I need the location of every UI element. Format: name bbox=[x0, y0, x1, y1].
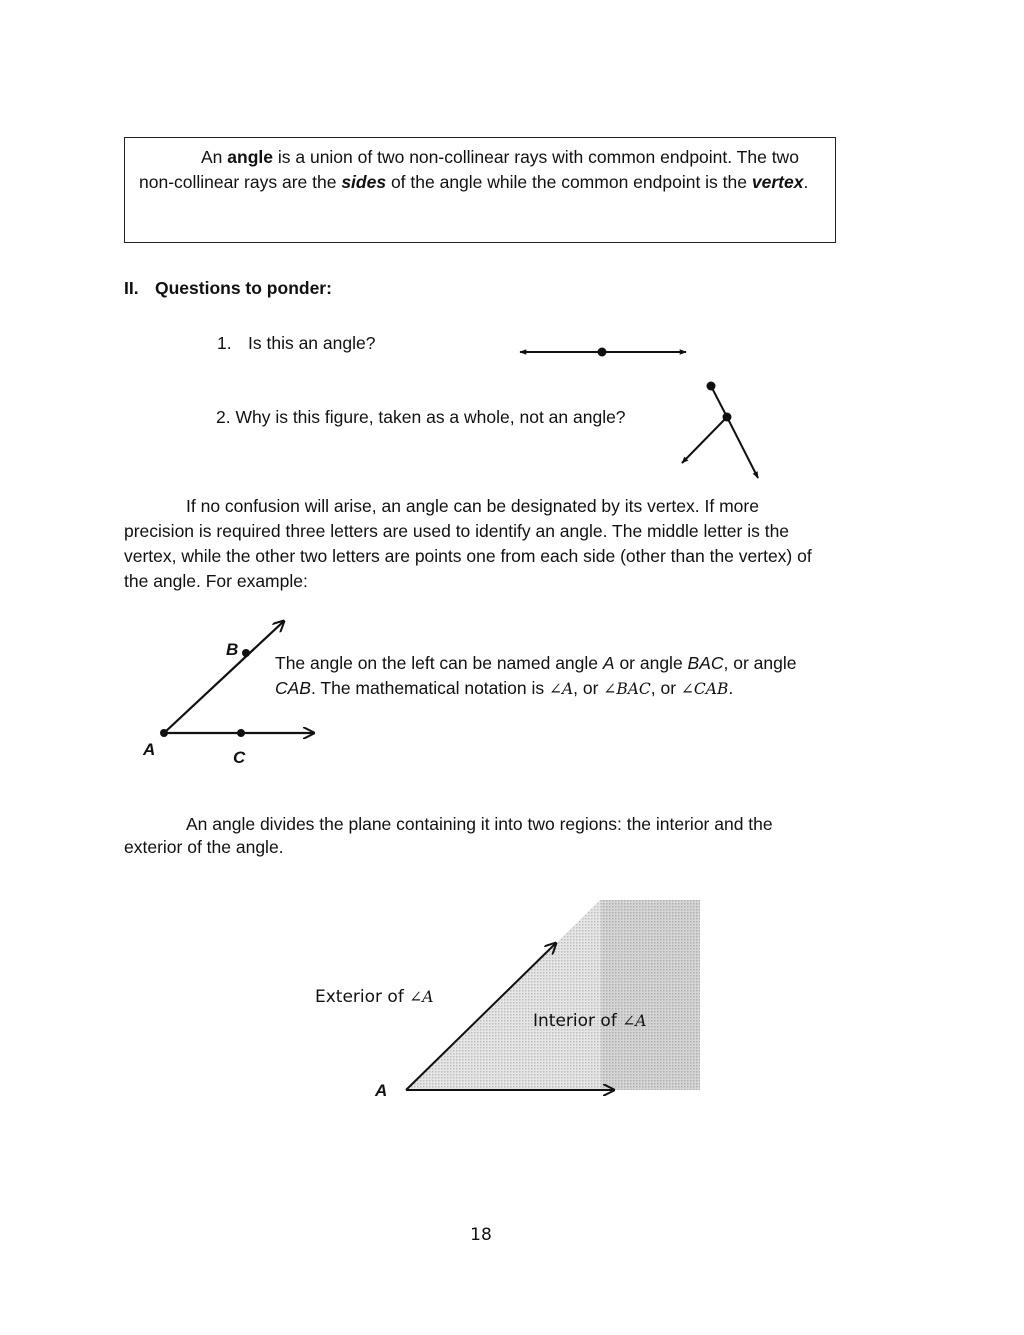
notation-a: ∠A bbox=[548, 680, 574, 698]
angle-naming-caption: The angle on the left can be named angle A or angle BAC, or angle CAB. The mathematical notation is ∠A, or ∠BAC, or ∠CAB. bbox=[275, 653, 797, 698]
label-c: C bbox=[233, 748, 246, 767]
question-1-text: Is this an angle? bbox=[248, 333, 376, 353]
vertex-label-a: A bbox=[375, 1081, 388, 1100]
label-b: B bbox=[226, 640, 239, 659]
paragraph-naming-angles: If no confusion will arise, an angle can be designated by its vertex. If more precision is required three letters are used to identify an angle. The middle letter is the vertex, while the other two letters are points one from each side (other than the vertex) of the angle. For example: bbox=[124, 496, 812, 591]
question-2: 2. Why is this figure, taken as a whole, not an angle? bbox=[216, 407, 626, 427]
notation-bac: ∠BAC bbox=[603, 680, 651, 698]
question-1-number: 1. bbox=[217, 333, 232, 353]
term-sides: sides bbox=[341, 172, 387, 192]
section-title: Questions to ponder: bbox=[155, 278, 332, 298]
interior-region-dark-band bbox=[601, 900, 700, 1090]
term-vertex: vertex bbox=[751, 172, 804, 192]
exterior-label: Exterior of ∠A bbox=[315, 987, 434, 1007]
interior-label: Interior of ∠A bbox=[533, 1011, 647, 1031]
page-number: 18 bbox=[470, 1225, 492, 1245]
paragraph-regions: An angle divides the plane containing it into two regions: the interior and the exterior of the angle. bbox=[124, 814, 773, 857]
label-a: A bbox=[143, 740, 156, 759]
notation-cab: ∠CAB bbox=[680, 680, 729, 698]
definition-text: An angle is a union of two non-collinear rays with common endpoint. The two non-collinear rays are the sides of the angle while the common endpoint is the vertex. bbox=[139, 147, 809, 192]
section-number: II. bbox=[124, 278, 139, 298]
term-angle: angle bbox=[227, 147, 273, 167]
